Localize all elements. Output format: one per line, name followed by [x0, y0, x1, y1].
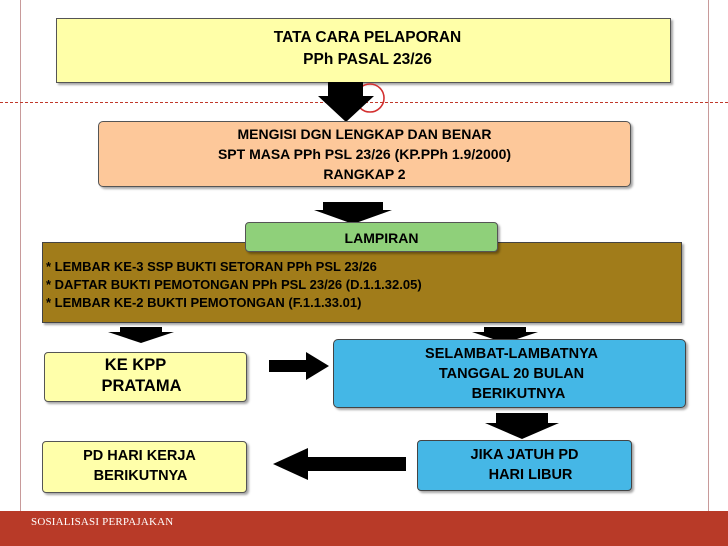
holiday-line-2: HARI LIBUR: [488, 467, 573, 483]
left-arrow-icon: [272, 447, 407, 481]
down-arrow-icon: [106, 326, 176, 344]
right-margin-line: [708, 0, 709, 546]
lampiran-item: * LEMBAR KE-2 BUKTI PEMOTONGAN (F.1.1.33.01): [46, 295, 362, 310]
ke-kpp-box: [44, 352, 247, 402]
next-day-box: [42, 441, 247, 493]
lampiran-item: * DAFTAR BUKTI PEMOTONGAN PPh PSL 23/26 (D.1.1.32.05): [46, 277, 422, 292]
deadline-box: [333, 339, 686, 408]
step1-line-1: MENGISI DGN LENGKAP DAN BENAR: [237, 126, 492, 142]
left-margin-line: [20, 0, 21, 546]
deadline-line-1: SELAMBAT-LAMBATNYA: [425, 346, 598, 362]
deadline-line-3: BERIKUTNYA: [471, 386, 566, 402]
lampiran-box: [42, 242, 682, 323]
down-arrow-icon: [484, 412, 560, 440]
step1-line-3: RANGKAP 2: [323, 166, 406, 182]
deadline-line-2: TANGGAL 20 BULAN: [438, 366, 585, 382]
title-box: [56, 18, 671, 83]
ke-kpp-line-2: PRATAMA: [101, 377, 182, 395]
step1-box: [98, 121, 631, 187]
lampiran-item: * LEMBAR KE-3 SSP BUKTI SETORAN PPh PSL 23/26: [46, 259, 377, 274]
step1-line-2: SPT MASA PPh PSL 23/26 (KP.PPh 1.9/2000): [217, 146, 512, 162]
next-day-line-2: BERIKUTNYA: [93, 468, 188, 484]
lampiran-label: LAMPIRAN: [245, 222, 498, 252]
next-day-line-1: PD HARI KERJA: [83, 448, 196, 464]
title-line-2: PPh PASAL 23/26: [303, 51, 432, 68]
holiday-box: [417, 440, 632, 491]
title-line-1: TATA CARA PELAPORAN: [273, 29, 462, 46]
holiday-line-1: JIKA JATUH PD: [470, 447, 579, 463]
down-arrow-icon: [316, 80, 392, 125]
footer-label: SOSIALISASI PERPAJAKAN: [31, 516, 174, 528]
right-arrow-icon: [268, 351, 330, 381]
ke-kpp-line-1: KE KPP: [104, 356, 167, 374]
